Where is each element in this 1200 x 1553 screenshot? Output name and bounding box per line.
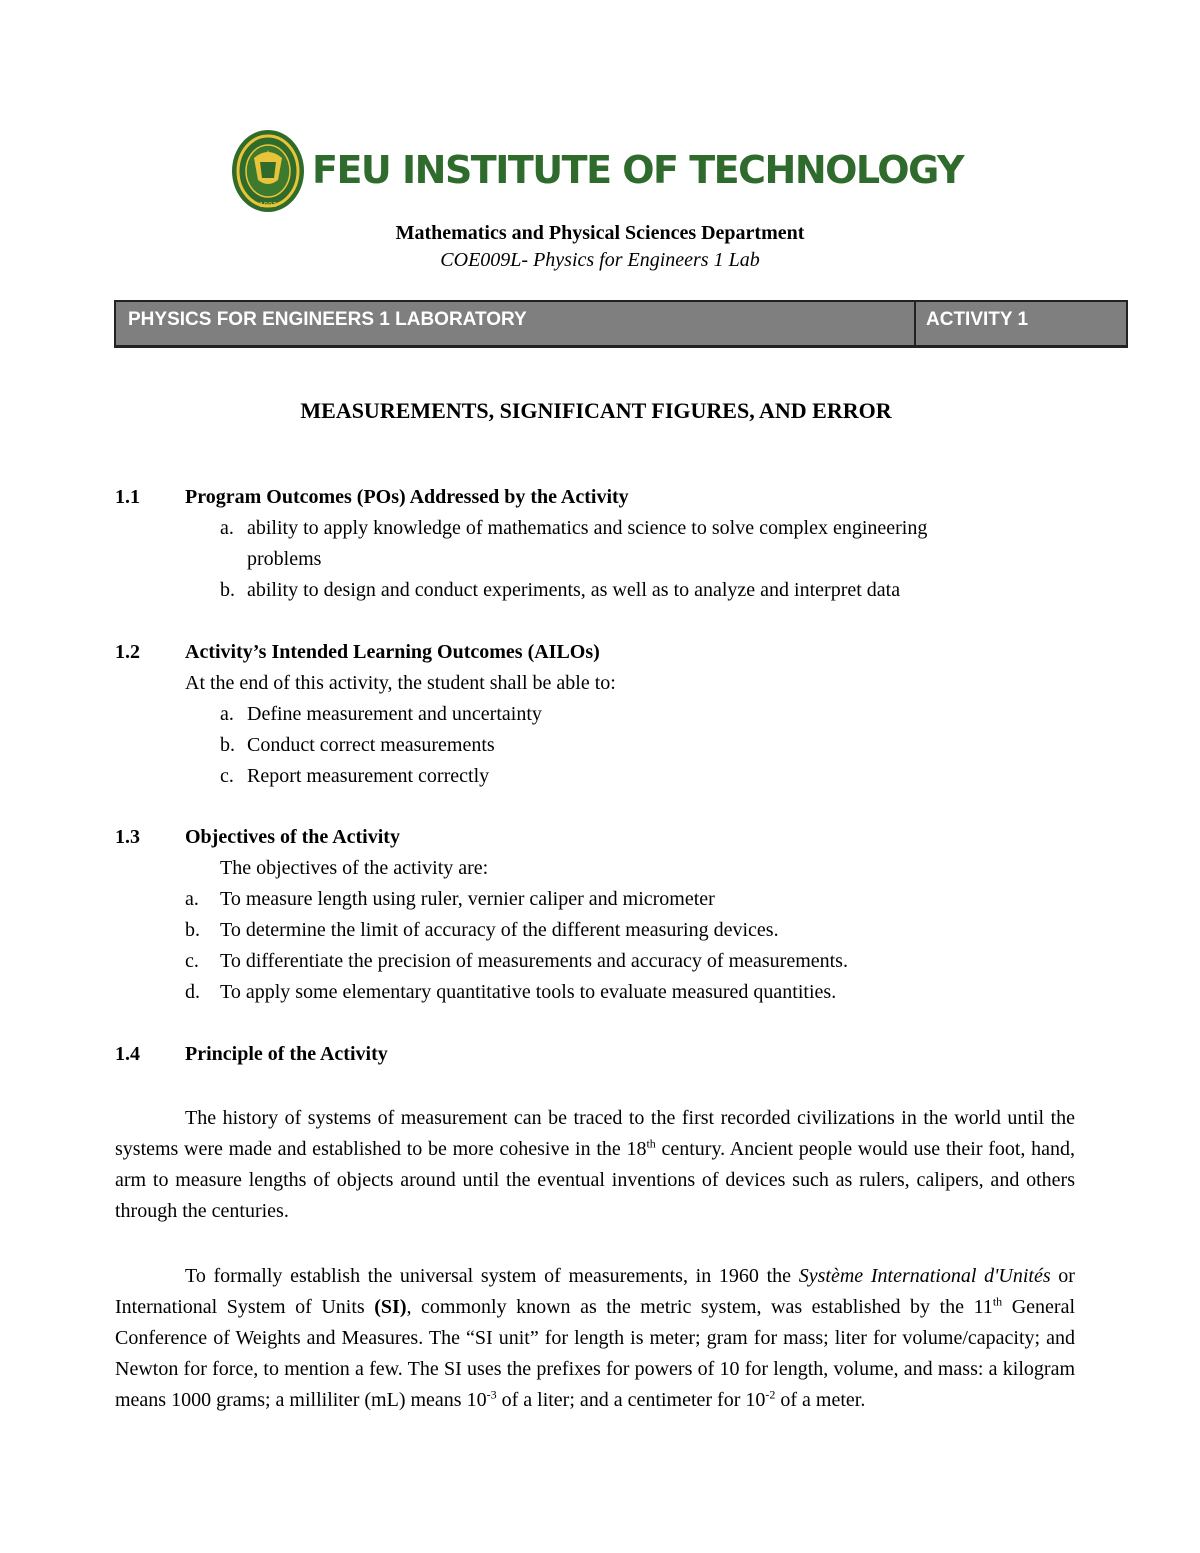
list-label: d. (185, 981, 200, 1003)
list-item-text: Define measurement and uncertainty (247, 703, 542, 725)
course-code: COE009L- Physics for Engineers 1 Lab (440, 249, 760, 271)
banner-activity-number: ACTIVITY 1 (926, 309, 1029, 330)
list-label: c. (220, 765, 234, 787)
section-heading: Objectives of the Activity (185, 826, 400, 848)
section-heading: Principle of the Activity (185, 1043, 388, 1065)
paragraph-history: The history of systems of measurement can be traced to the first recorded civilizations in the world until the systems were made and established to be more cohesive in the 18th century. Ancient people would use their foot, hand, arm to measure lengths of objects around until the eventual inventions of devices such as rulers, calipers, and others through the centuries. (115, 1107, 1075, 1222)
department-name: Mathematics and Physical Sciences Department (395, 222, 805, 244)
list-item-text: To apply some elementary quantitative tools to evaluate measured quantities. (220, 981, 837, 1003)
svg-text:1992: 1992 (259, 201, 277, 209)
list-label: b. (220, 579, 235, 601)
section-number: 1.2 (115, 641, 140, 663)
section-heading: Activity’s Intended Learning Outcomes (AILOs) (185, 641, 600, 663)
section-number: 1.3 (115, 826, 140, 848)
list-item (220, 517, 234, 540)
list-label: b. (185, 919, 200, 941)
activity-title: MEASUREMENTS, SIGNIFICANT FIGURES, AND ERROR (300, 398, 892, 423)
lab-banner-table (114, 300, 1128, 348)
list-item (220, 579, 235, 602)
banner-lab-title: PHYSICS FOR ENGINEERS 1 LABORATORY (128, 309, 527, 330)
french-term: Système International d'Unités (798, 1265, 1051, 1287)
institution-logo (230, 128, 963, 216)
list-item-text: Report measurement correctly (247, 765, 490, 787)
section-intro: At the end of this activity, the student shall be able to: (185, 672, 616, 694)
list-label: c. (185, 950, 199, 972)
list-item-text: Conduct correct measurements (247, 734, 495, 756)
section-number: 1.1 (115, 486, 140, 508)
list-item-text: To differentiate the precision of measurements and accuracy of measurements. (220, 950, 848, 972)
section-heading: Program Outcomes (POs) Addressed by the Activity (185, 486, 629, 508)
feu-seal-icon (230, 128, 306, 214)
list-label: b. (220, 734, 235, 756)
si-abbreviation: (SI) (374, 1296, 407, 1318)
list-item-text: ability to design and conduct experiments, as well as to analyze and interpret data (247, 579, 901, 601)
list-item-text-cont: problems (247, 548, 322, 570)
section-intro: The objectives of the activity are: (220, 857, 489, 879)
list-item-text: To measure length using ruler, vernier caliper and micrometer (220, 888, 715, 910)
list-label: a. (185, 888, 199, 910)
institution-name: FEU INSTITUTE OF TECHNOLOGY (312, 148, 963, 192)
paragraph-si-units: To formally establish the universal system of measurements, in 1960 the Système International d'Unités or International System of Units (SI), commonly known as the metric system, was established by the 11th General Conference of Weights and Measures. The “SI unit” for length is meter; gram for mass; liter for volume/capacity; and Newton for force, to mention a few. The SI uses the prefixes for powers of 10 for length, volume, and mass: a kilogram means 1000 grams; a milliliter (mL) means $10^{-3}$ of a liter; and a centimeter for $10^{-2}$ of a meter. (115, 1265, 1076, 1411)
list-label: a. (220, 517, 234, 539)
section-number: 1.4 (115, 1043, 140, 1065)
list-item-text: To determine the limit of accuracy of the different measuring devices. (220, 919, 779, 941)
list-item-text: ability to apply knowledge of mathematics and science to solve complex engineering (247, 517, 928, 539)
list-label: a. (220, 703, 234, 725)
